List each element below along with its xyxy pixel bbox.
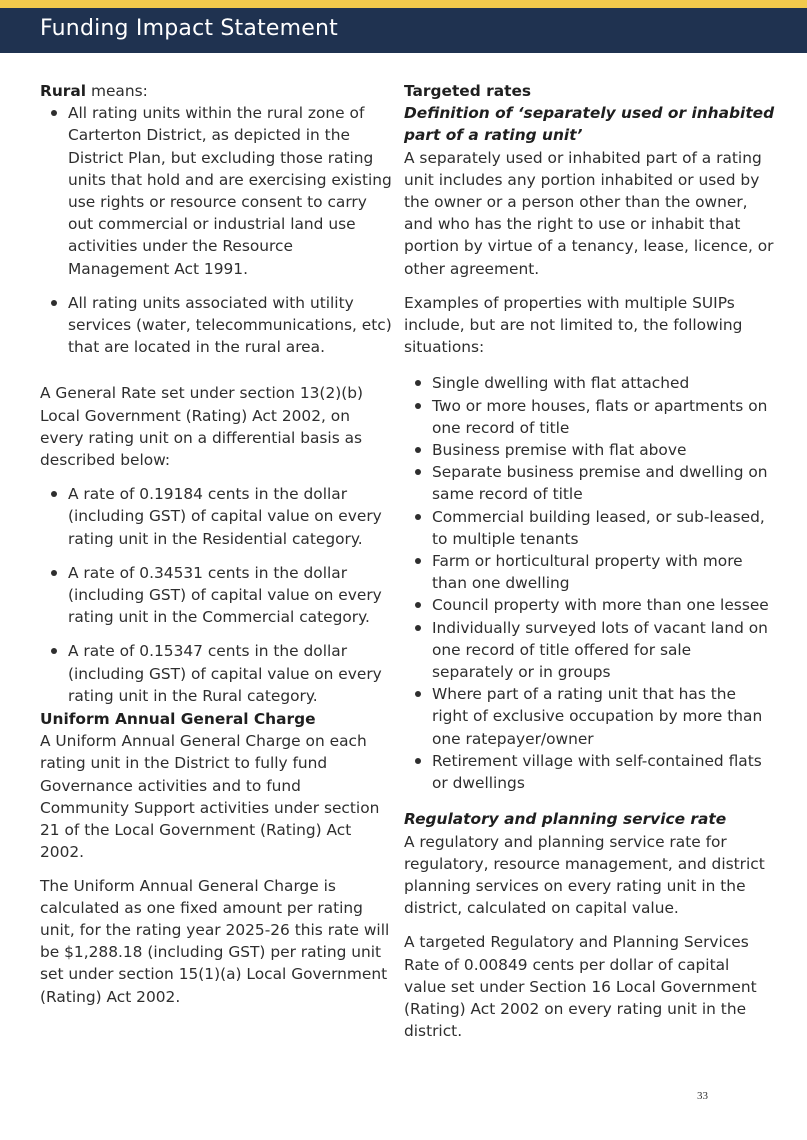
suip-definition-paragraph: A separately used or inhabited part of a rating unit includes any portion inhabited or used by the owner or a person other than the owner, and who has the right to use or inhabit that portion by virtue of a tenancy, lease, licence, or other agreement.: [404, 148, 774, 278]
page-header: [0, 8, 807, 53]
list-item: Farm or horticultural property with more than one dwelling: [404, 550, 776, 594]
list-item: All rating units within the rural zone of Carterton District, as depicted in the District Plan, but excluding those rating units that hold and are exercising existing use rights or resource consent to carry out commercial or industrial land use activities under the Resource Management Act 1991.: [40, 102, 392, 280]
list-item: Two or more houses, flats or apartments on one record of title: [404, 395, 776, 439]
page-title: Funding Impact Statement: [40, 16, 338, 41]
list-item: All rating units associated with utility services (water, telecommunications, etc) that are located in the rural area.: [40, 292, 392, 359]
list-item: Business premise with flat above: [404, 439, 776, 461]
right-column: [404, 80, 776, 1042]
list-item: Retirement village with self-contained flats or dwellings: [404, 750, 776, 794]
list-item: A rate of 0.19184 cents in the dollar (including GST) of capital value on every rating unit in the Residential category.: [40, 483, 392, 550]
suip-definition-heading: Definition of ‘separately used or inhabited part of a rating unit’: [404, 104, 775, 145]
suip-examples-list: [404, 372, 776, 794]
list-item: Single dwelling with flat attached: [404, 372, 776, 394]
regulatory-rate-paragraph-2: A targeted Regulatory and Planning Services Rate of 0.00849 cents per dollar of capital value set under Section 16 Local Government (Rating) Act 2002 on every rating unit in the district.: [404, 933, 757, 1041]
uagc-paragraph-2: The Uniform Annual General Charge is calculated as one fixed amount per rating unit, for the rating year 2025-26 this rate will be $1,288.18 (including GST) per rating unit set under section 15(1)(a) Local Government (Rating) Act 2002.: [40, 876, 390, 1006]
regulatory-rate-heading: Regulatory and planning service rate: [404, 810, 727, 829]
list-item: Where part of a rating unit that has the right of exclusive occupation by more than one ratepayer/owner: [404, 683, 776, 750]
uagc-heading: Uniform Annual General Charge: [40, 710, 316, 729]
list-item: Commercial building leased, or sub-leased, to multiple tenants: [404, 506, 776, 550]
rural-list: [40, 102, 392, 358]
uagc-paragraph-1: A Uniform Annual General Charge on each rating unit in the District to fully fund Governance activities and to fund Community Support activities under section 21 of the Local Government (Rating) Act 2002.: [40, 732, 380, 862]
list-item: A rate of 0.15347 cents in the dollar (including GST) of capital value on every rating unit in the Rural category.: [40, 640, 392, 707]
rural-means: means:: [86, 82, 148, 100]
list-item: Council property with more than one lessee: [404, 594, 776, 616]
header-accent-strip: [0, 0, 807, 8]
general-rate-intro: A General Rate set under section 13(2)(b) Local Government (Rating) Act 2002, on every rating unit on a differential basis as described below:: [40, 384, 364, 470]
left-column: [40, 80, 392, 1008]
page-number: 33: [697, 1090, 708, 1102]
rural-definition: [40, 80, 392, 102]
list-item: Separate business premise and dwelling on same record of title: [404, 461, 776, 505]
regulatory-rate-paragraph-1: A regulatory and planning service rate for regulatory, resource management, and district planning services on every rating unit in the district, calculated on capital value.: [404, 832, 765, 918]
suip-examples-intro: Examples of properties with multiple SUIPs include, but are not limited to, the following situations:: [404, 293, 743, 357]
rural-term: Rural: [40, 82, 87, 100]
general-rate-list: [40, 483, 392, 707]
list-item: A rate of 0.34531 cents in the dollar (including GST) of capital value on every rating unit in the Commercial category.: [40, 562, 392, 629]
list-item: Individually surveyed lots of vacant land on one record of title offered for sale separately or in groups: [404, 617, 776, 684]
targeted-rates-heading: Targeted rates: [404, 82, 532, 100]
